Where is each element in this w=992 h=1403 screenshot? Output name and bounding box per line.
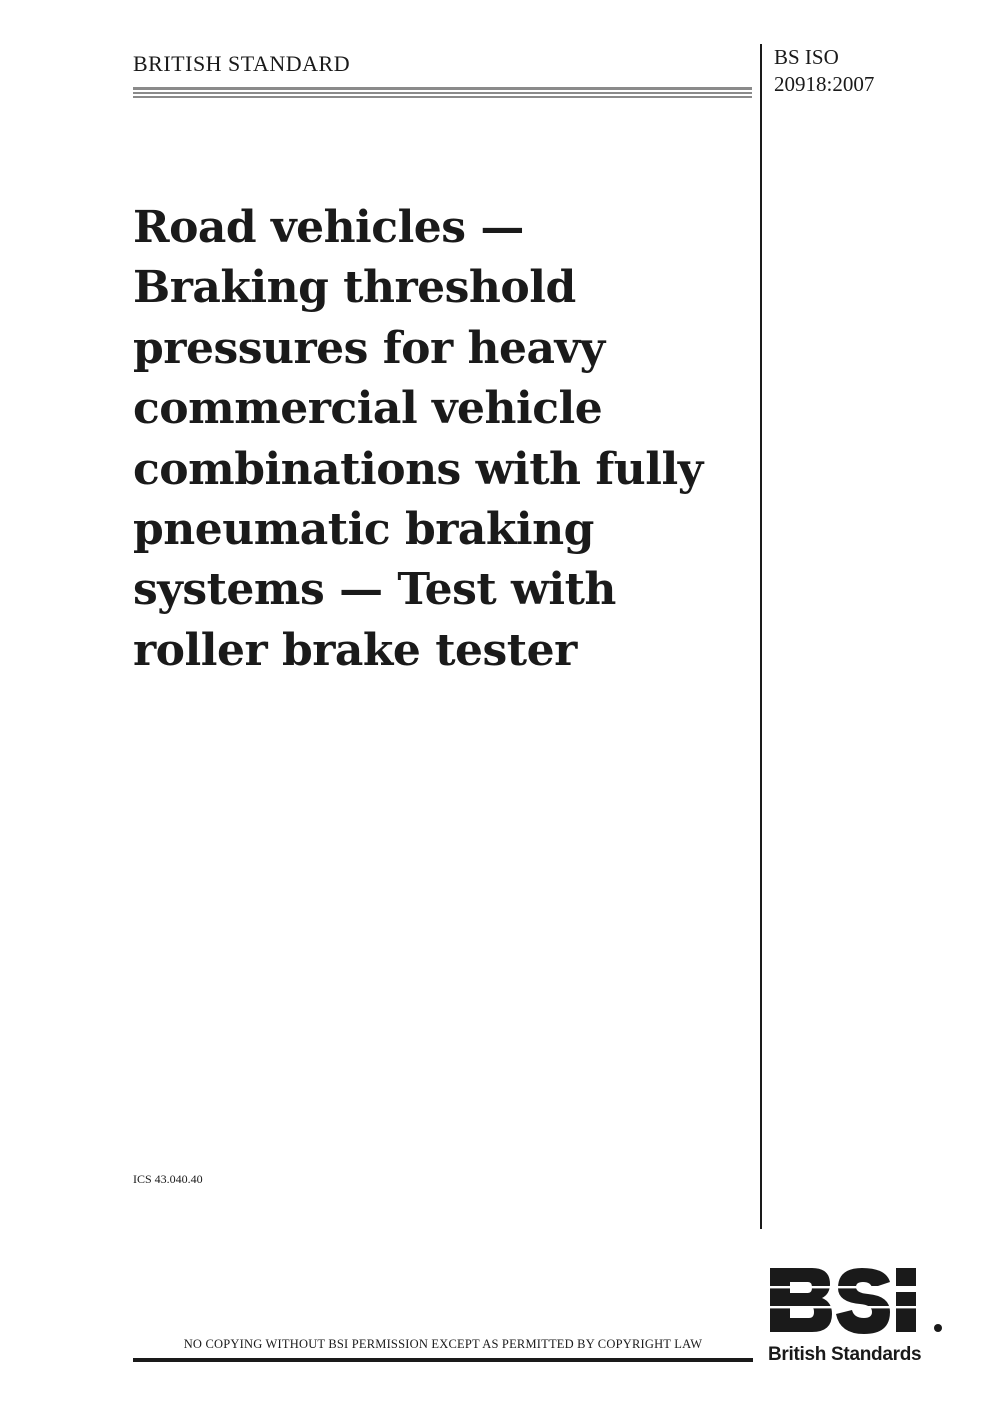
header-rule xyxy=(133,87,752,101)
title-line: commercial vehicle xyxy=(133,383,603,435)
title-line: Braking threshold xyxy=(133,262,576,314)
vertical-divider xyxy=(760,44,762,1229)
standard-number xyxy=(774,44,874,98)
document-category-label: BRITISH STANDARD xyxy=(133,51,351,76)
document-title xyxy=(133,198,753,681)
bsi-logo-icon xyxy=(768,1262,946,1342)
standard-code: 20918:2007 xyxy=(774,72,875,96)
bsi-caption: British Standards xyxy=(768,1344,922,1365)
standard-prefix: BS ISO xyxy=(774,45,839,69)
title-line: systems — Test with xyxy=(133,564,616,616)
title-line: pneumatic braking xyxy=(133,504,594,556)
copyright-notice: NO COPYING WITHOUT BSI PERMISSION EXCEPT AS PERMITTED BY COPYRIGHT LAW xyxy=(183,1337,703,1351)
ics-code: ICS 43.040.40 xyxy=(133,1172,203,1186)
title-line: combinations with fully xyxy=(133,443,703,495)
title-line: roller brake tester xyxy=(133,624,577,676)
title-line: Road vehicles — xyxy=(133,202,524,253)
title-line: pressures for heavy xyxy=(133,322,605,374)
footer-rule xyxy=(133,1358,753,1362)
bsi-logo xyxy=(768,1262,946,1372)
